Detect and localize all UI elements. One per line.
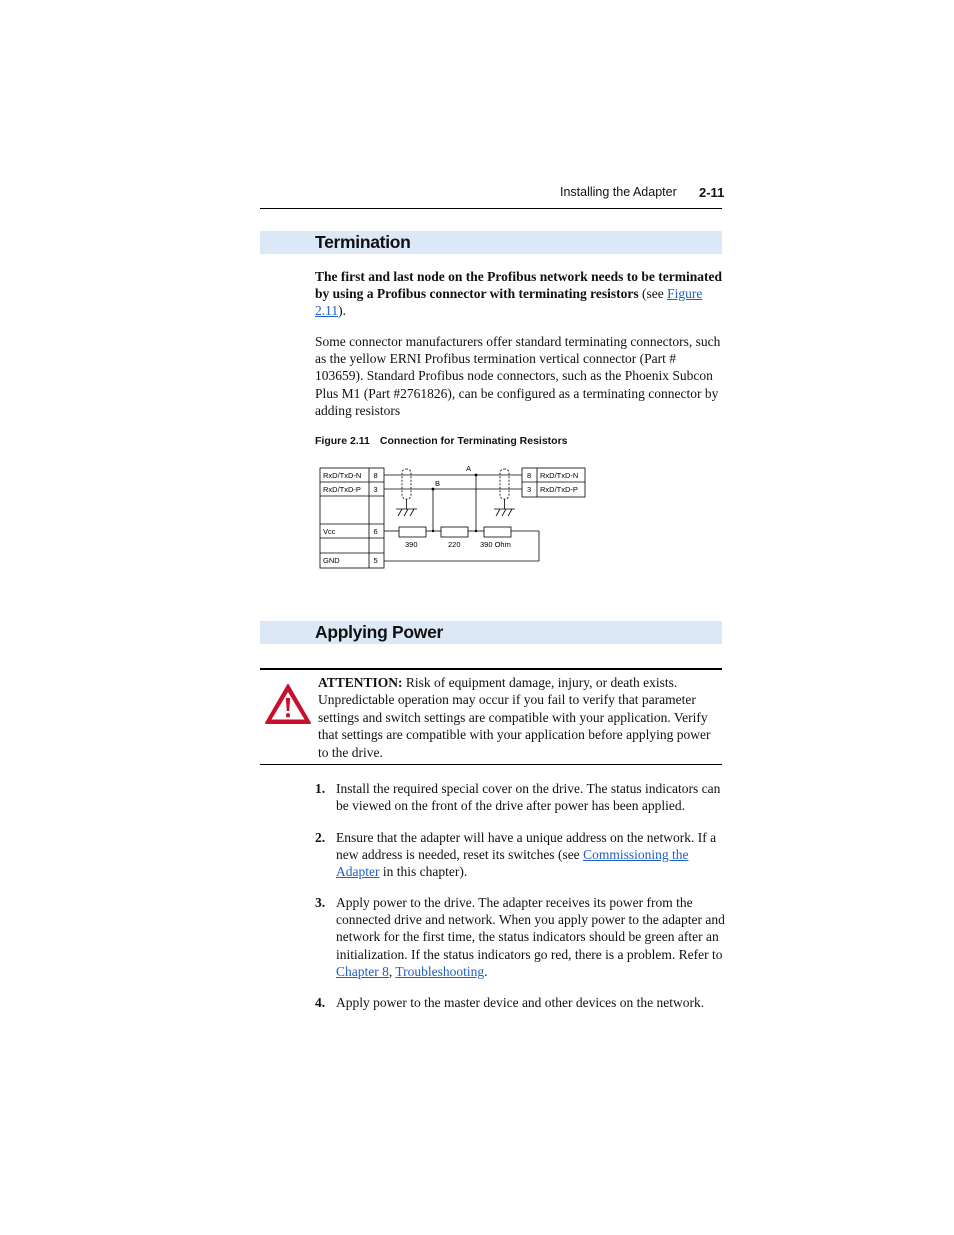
- step-number: 4.: [315, 995, 326, 1010]
- figure-2-11-link[interactable]: Figure 2.11: [315, 286, 703, 319]
- page-number: 2-11: [699, 185, 725, 200]
- left-cable-shield: [402, 469, 411, 499]
- step-text: Apply power to the master device and other devices on the network.: [336, 995, 705, 1010]
- commissioning-adapter-link[interactable]: Commissioning the Adapter: [336, 847, 689, 880]
- resistor-220: [441, 527, 468, 537]
- step-text: Install the required special cover on the drive. The status indicators can be viewed on the front of the drive after power has been applied.: [336, 781, 721, 814]
- termination-intro: [315, 268, 725, 320]
- step-text-end: .: [484, 963, 488, 979]
- attention-notice: [318, 674, 718, 761]
- left-pin-number-3: 6: [373, 527, 378, 536]
- termination-paragraph-block: [315, 333, 725, 419]
- attention-label: ATTENTION:: [318, 675, 403, 690]
- step-number: 1.: [315, 781, 326, 796]
- node-a-label: A: [466, 464, 472, 473]
- node-b-label: B: [435, 479, 441, 488]
- see-suffix: ).: [338, 303, 346, 319]
- left-pin-label-2: RxD/TxD-P: [323, 485, 361, 494]
- link-separator: ,: [388, 963, 396, 979]
- right-pin-number-1: 8: [527, 471, 532, 480]
- resistor-label-390: 390: [405, 540, 418, 549]
- attention-bottom-rule: [260, 764, 722, 765]
- step-text: Apply power to the drive. The adapter receives its power from the connected drive and network. When you apply power to the adapter and network for the first time, the status indicators should be green after an initialization. If the status indicators go red, there is a problem. Refer to: [336, 895, 725, 962]
- termination-bold-statement: The first and last node on the Profibus network needs to be terminated by using a Profibus connector with terminating resistors: [315, 269, 723, 302]
- resistor-390-vcc: [399, 527, 426, 537]
- resistor-390-gnd: [484, 527, 511, 537]
- right-pin-number-2: 3: [527, 485, 532, 494]
- applying-power-heading-band: [260, 621, 722, 644]
- step-3: [315, 894, 725, 980]
- left-pin-number-4: 5: [373, 556, 378, 565]
- applying-power-heading: Applying Power: [315, 622, 444, 642]
- warning-triangle-icon: [264, 683, 312, 725]
- see-prefix: (see: [638, 286, 668, 302]
- step-2: [315, 829, 725, 881]
- right-pin-label-2: RxD/TxD-P: [540, 485, 578, 494]
- termination-paragraph: Some connector manufacturers offer standard terminating connectors, such as the yellow ERNI Profibus termination vertical connector (Part # 103659). Standard Profibus node connectors, such as the Phoenix Subcon Plus M1 (Part #2761826), can be configured as a terminating connector by adding resistors: [315, 334, 721, 418]
- figure-caption: [315, 435, 568, 447]
- resistor-label-390-ohm: 390 Ohm: [480, 540, 511, 549]
- termination-heading-band: [260, 231, 722, 254]
- left-pin-label-1: RxD/TxD-N: [323, 471, 362, 480]
- left-pin-label-4: GND: [323, 556, 340, 565]
- attention-top-rule: [260, 668, 722, 670]
- left-pin-number-1: 8: [373, 471, 378, 480]
- termination-heading: Termination: [315, 232, 411, 252]
- step-4: [315, 994, 725, 1011]
- left-pin-number-2: 3: [373, 485, 378, 494]
- figure-title: Connection for Terminating Resistors: [379, 435, 568, 447]
- right-pin-label-1: RxD/TxD-N: [540, 471, 579, 480]
- resistor-label-220: 220: [448, 540, 461, 549]
- step-1: [315, 780, 725, 814]
- figure-number: Figure 2.11: [315, 435, 370, 447]
- troubleshooting-link[interactable]: Troubleshooting: [395, 963, 485, 979]
- step-number: 3.: [315, 895, 326, 910]
- termination-wiring-diagram: [310, 458, 600, 573]
- attention-text: Risk of equipment damage, injury, or death exists. Unpredictable operation may occur if you fail to verify that parameter settings and switch settings are compatible with your application. Verify that settings are compatible with your application before applying power to the drive.: [318, 675, 711, 760]
- header-rule: [260, 208, 722, 209]
- running-header-title: Installing the Adapter: [560, 185, 677, 199]
- left-pin-label-3: Vcc: [323, 527, 336, 536]
- step-text: Ensure that the adapter will have a unique address on the network. If a new address is needed, reset its switches (see: [336, 830, 717, 863]
- chapter-8-link[interactable]: Chapter 8: [336, 963, 389, 979]
- right-cable-shield: [500, 469, 509, 499]
- step-number: 2.: [315, 830, 326, 845]
- step-text-end: in this chapter).: [379, 864, 468, 880]
